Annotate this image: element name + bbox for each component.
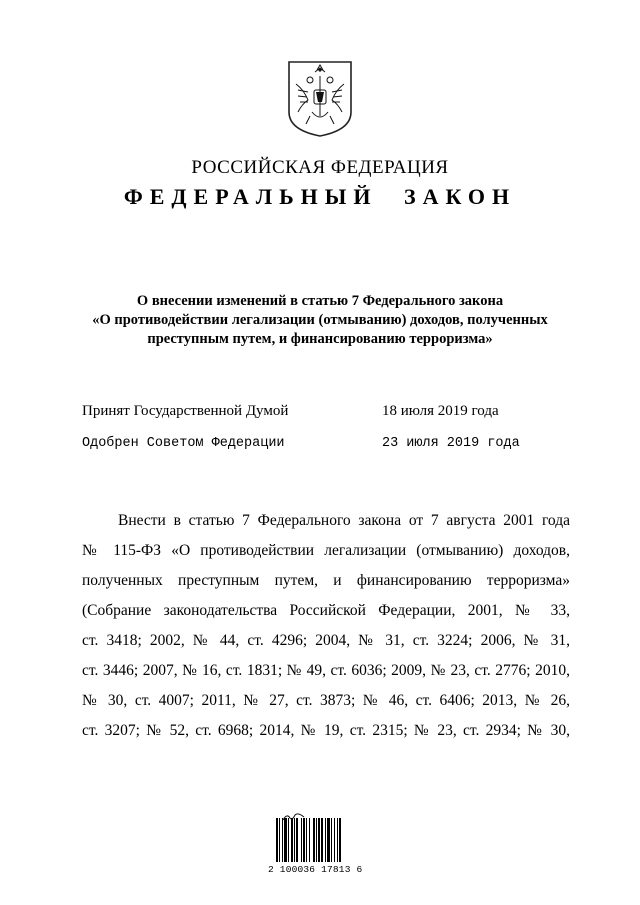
barcode-bar xyxy=(331,818,332,862)
barcode-bar xyxy=(284,818,287,862)
law-body-paragraph xyxy=(82,506,570,746)
law-title xyxy=(60,292,580,349)
council-approval-date: 23 июля 2019 года xyxy=(382,436,520,451)
body-line: ст. 3446; 2007, № 16, ст. 1831; № 49, ст. 6036; 2009, № 23, ст. 2776; 2010, xyxy=(82,662,570,679)
barcode-bar xyxy=(279,818,280,862)
barcode-bar xyxy=(282,818,283,862)
body-line: (Собрание законодательства Российской Федерации, 2001, № 33, xyxy=(82,602,570,619)
law-title-line: «О противодействии легализации (отмыванию) доходов, полученных xyxy=(92,312,548,328)
barcode-bar xyxy=(294,818,295,862)
law-title-line: О внесении изменений в статью 7 Федерального закона xyxy=(136,293,504,309)
barcode-bar xyxy=(318,818,320,862)
barcode-bar xyxy=(303,818,305,862)
duma-adoption-label: Принят Государственной Думой xyxy=(82,403,289,419)
barcode-bar xyxy=(327,818,330,862)
body-line: № 30, ст. 4007; 2011, № 27, ст. 3873; № 46, ст. 6406; 2013, № 26, xyxy=(82,692,570,709)
body-line: полученных преступным путем, и финансированию терроризма» xyxy=(82,572,570,589)
barcode-bar xyxy=(296,818,298,862)
barcode-bar xyxy=(325,818,326,862)
law-type-heading: ФЕДЕРАЛЬНЫЙ ЗАКОН xyxy=(123,184,517,209)
council-approval-label: Одобрен Советом Федерации xyxy=(82,436,285,451)
barcode-bar xyxy=(309,818,310,862)
barcode-bar xyxy=(337,818,338,862)
barcode-bar xyxy=(313,818,315,862)
barcode-bar xyxy=(334,818,335,862)
document-barcode xyxy=(268,818,380,875)
barcode-icon xyxy=(276,818,372,862)
barcode-bar xyxy=(276,818,278,862)
barcode-bar xyxy=(288,818,289,862)
barcode-bar xyxy=(306,818,307,862)
body-line: ст. 3418; 2002, № 44, ст. 4296; 2004, № 31, ст. 3224; 2006, № 31, xyxy=(82,632,570,649)
coat-of-arms-emblem-icon xyxy=(286,60,354,138)
body-line: № 115-ФЗ «О противодействии легализации (отмыванию) доходов, xyxy=(82,542,570,559)
duma-adoption-date: 18 июля 2019 года xyxy=(382,403,499,419)
barcode-number: 2 100036 17813 6 xyxy=(268,864,363,875)
barcode-bar xyxy=(321,818,323,862)
barcode-bar xyxy=(301,818,302,862)
law-title-line: преступным путем, и финансированию терроризма» xyxy=(147,331,493,347)
body-line: ст. 3207; № 52, ст. 6968; 2014, № 19, ст. 2315; № 23, ст. 2934; № 30, xyxy=(82,722,570,739)
country-heading: РОССИЙСКАЯ ФЕДЕРАЦИЯ xyxy=(191,157,449,178)
barcode-bar xyxy=(291,818,293,862)
barcode-bar xyxy=(339,818,341,862)
body-line: Внести в статью 7 Федерального закона от 7 августа 2001 года xyxy=(118,512,570,529)
barcode-bar xyxy=(316,818,317,862)
